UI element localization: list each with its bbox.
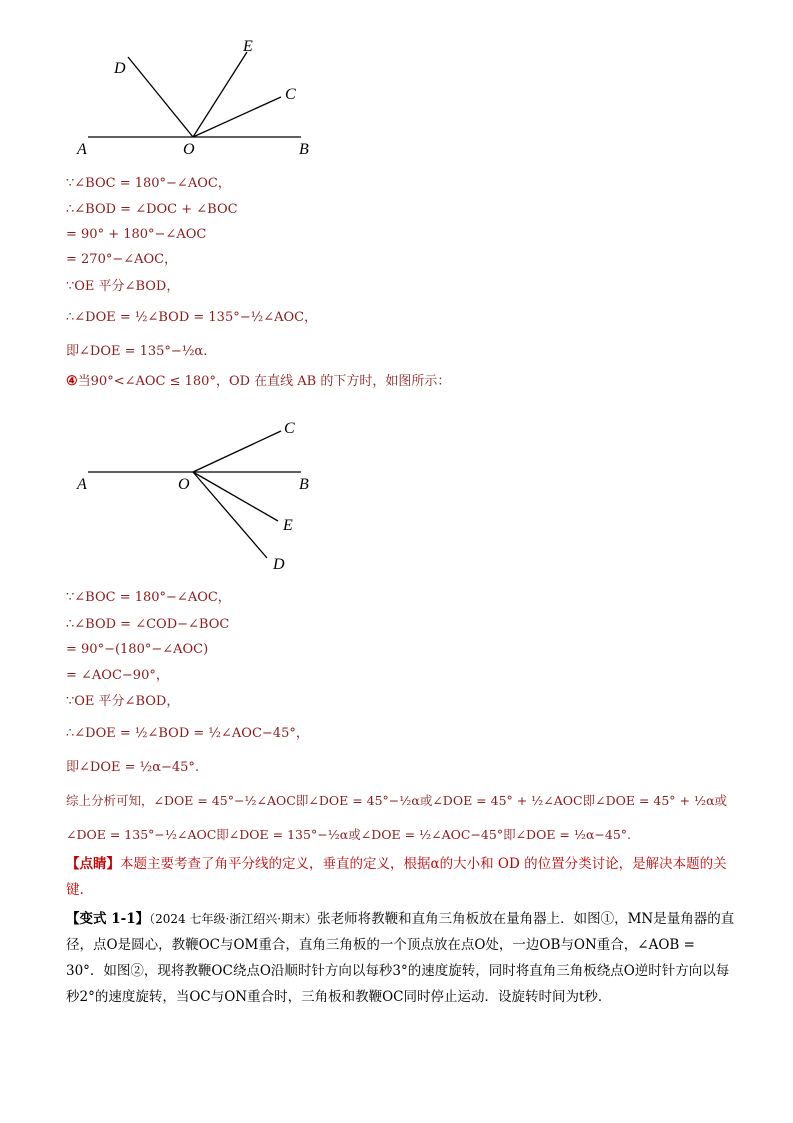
step-line: ∵∠BOC = 180°−∠AOC， [66, 590, 231, 605]
step-line: = 90°−(180°−∠AOC) [66, 642, 209, 657]
case-4-text: 当90°<∠AOC ≤ 180°，OD 在直线 AB 的下方时，如图所示： [77, 374, 451, 389]
variant-source: （2024 七年级·浙江绍兴·期末） [149, 912, 318, 926]
label-B: B [299, 476, 309, 493]
step-line: 即∠DOE = ½α−45°. [66, 760, 200, 775]
label-D: D [114, 60, 126, 77]
step-line: = 90° + 180°−∠AOC [66, 227, 207, 242]
step-line: ∵∠BOC = 180°−∠AOC， [66, 176, 231, 191]
comment-paragraph [66, 851, 736, 903]
ray-OD [128, 57, 193, 137]
variant-paragraph [66, 906, 736, 1010]
step-line: ∴∠DOE = ½∠BOD = 135°−½∠AOC， [66, 310, 318, 325]
step-line: ∴∠DOE = ½∠BOD = ½∠AOC−45°， [66, 726, 309, 741]
summary-line-1: 综上分析可知，∠DOE = 45°−½∠AOC即∠DOE = 45°−½α或∠DOE = 45° + ½∠AOC即∠DOE = 45° + ½α或 [66, 793, 728, 808]
label-C: C [284, 420, 295, 437]
step-line: 即∠DOE = 135°−½α. [66, 344, 208, 359]
comment-text: 本题主要考查了角平分线的定义，垂直的定义，根据α的大小和 OD 的位置分类讨论，是解决本题的关键. [66, 856, 727, 898]
step-line: = 270°−∠AOC， [66, 252, 178, 267]
variant-text: 张老师将教鞭和直角三角板放在量角器上．如图①，MN是量角器的直径，点O是圆心，教鞭OC与OM重合，直角三角板的一个顶点放在点O处，一边OB与ON重合，∠AOB = 30°．如图②，现将教鞭OC绕点O沿顺时针方向以每秒3°的速度旋转，同时将直角三角板绕点O逆时针方向以每秒2°的速度旋转，当OC与ON重合时，三角板和教鞭OC同时停止运动．设旋转时间为t秒． [66, 911, 735, 1005]
step-line: ∴∠BOD = ∠DOC + ∠BOC [66, 202, 238, 217]
ray-OC [193, 431, 281, 472]
label-O: O [183, 141, 195, 158]
variant-heading: 【变式 1-1】 [66, 911, 150, 927]
summary-line-2: ∠DOE = 135°−½∠AOC即∠DOE = 135°−½α或∠DOE = ½∠AOC−45°即∠DOE = ½α−45°. [66, 827, 632, 842]
case-4-marker: ④ [66, 374, 78, 389]
case-4-heading [66, 373, 450, 391]
step-line: ∵OE 平分∠BOD， [66, 694, 180, 709]
figure-1-diagram [70, 30, 330, 165]
ray-OE [193, 472, 278, 521]
comment-heading: 【点睛】 [66, 856, 120, 872]
label-A: A [77, 141, 87, 158]
step-line: ∴∠BOD = ∠COD−∠BOC [66, 617, 230, 632]
label-O: O [178, 476, 190, 493]
label-E: E [243, 38, 253, 55]
label-E: E [283, 517, 293, 534]
label-A: A [77, 476, 87, 493]
step-line: ∵OE 平分∠BOD， [66, 279, 180, 294]
label-B: B [299, 141, 309, 158]
label-D: D [273, 556, 285, 573]
label-C: C [285, 86, 296, 103]
ray-OD [193, 472, 267, 558]
figure-2-diagram [70, 410, 330, 580]
step-line: = ∠AOC−90°， [66, 668, 169, 683]
